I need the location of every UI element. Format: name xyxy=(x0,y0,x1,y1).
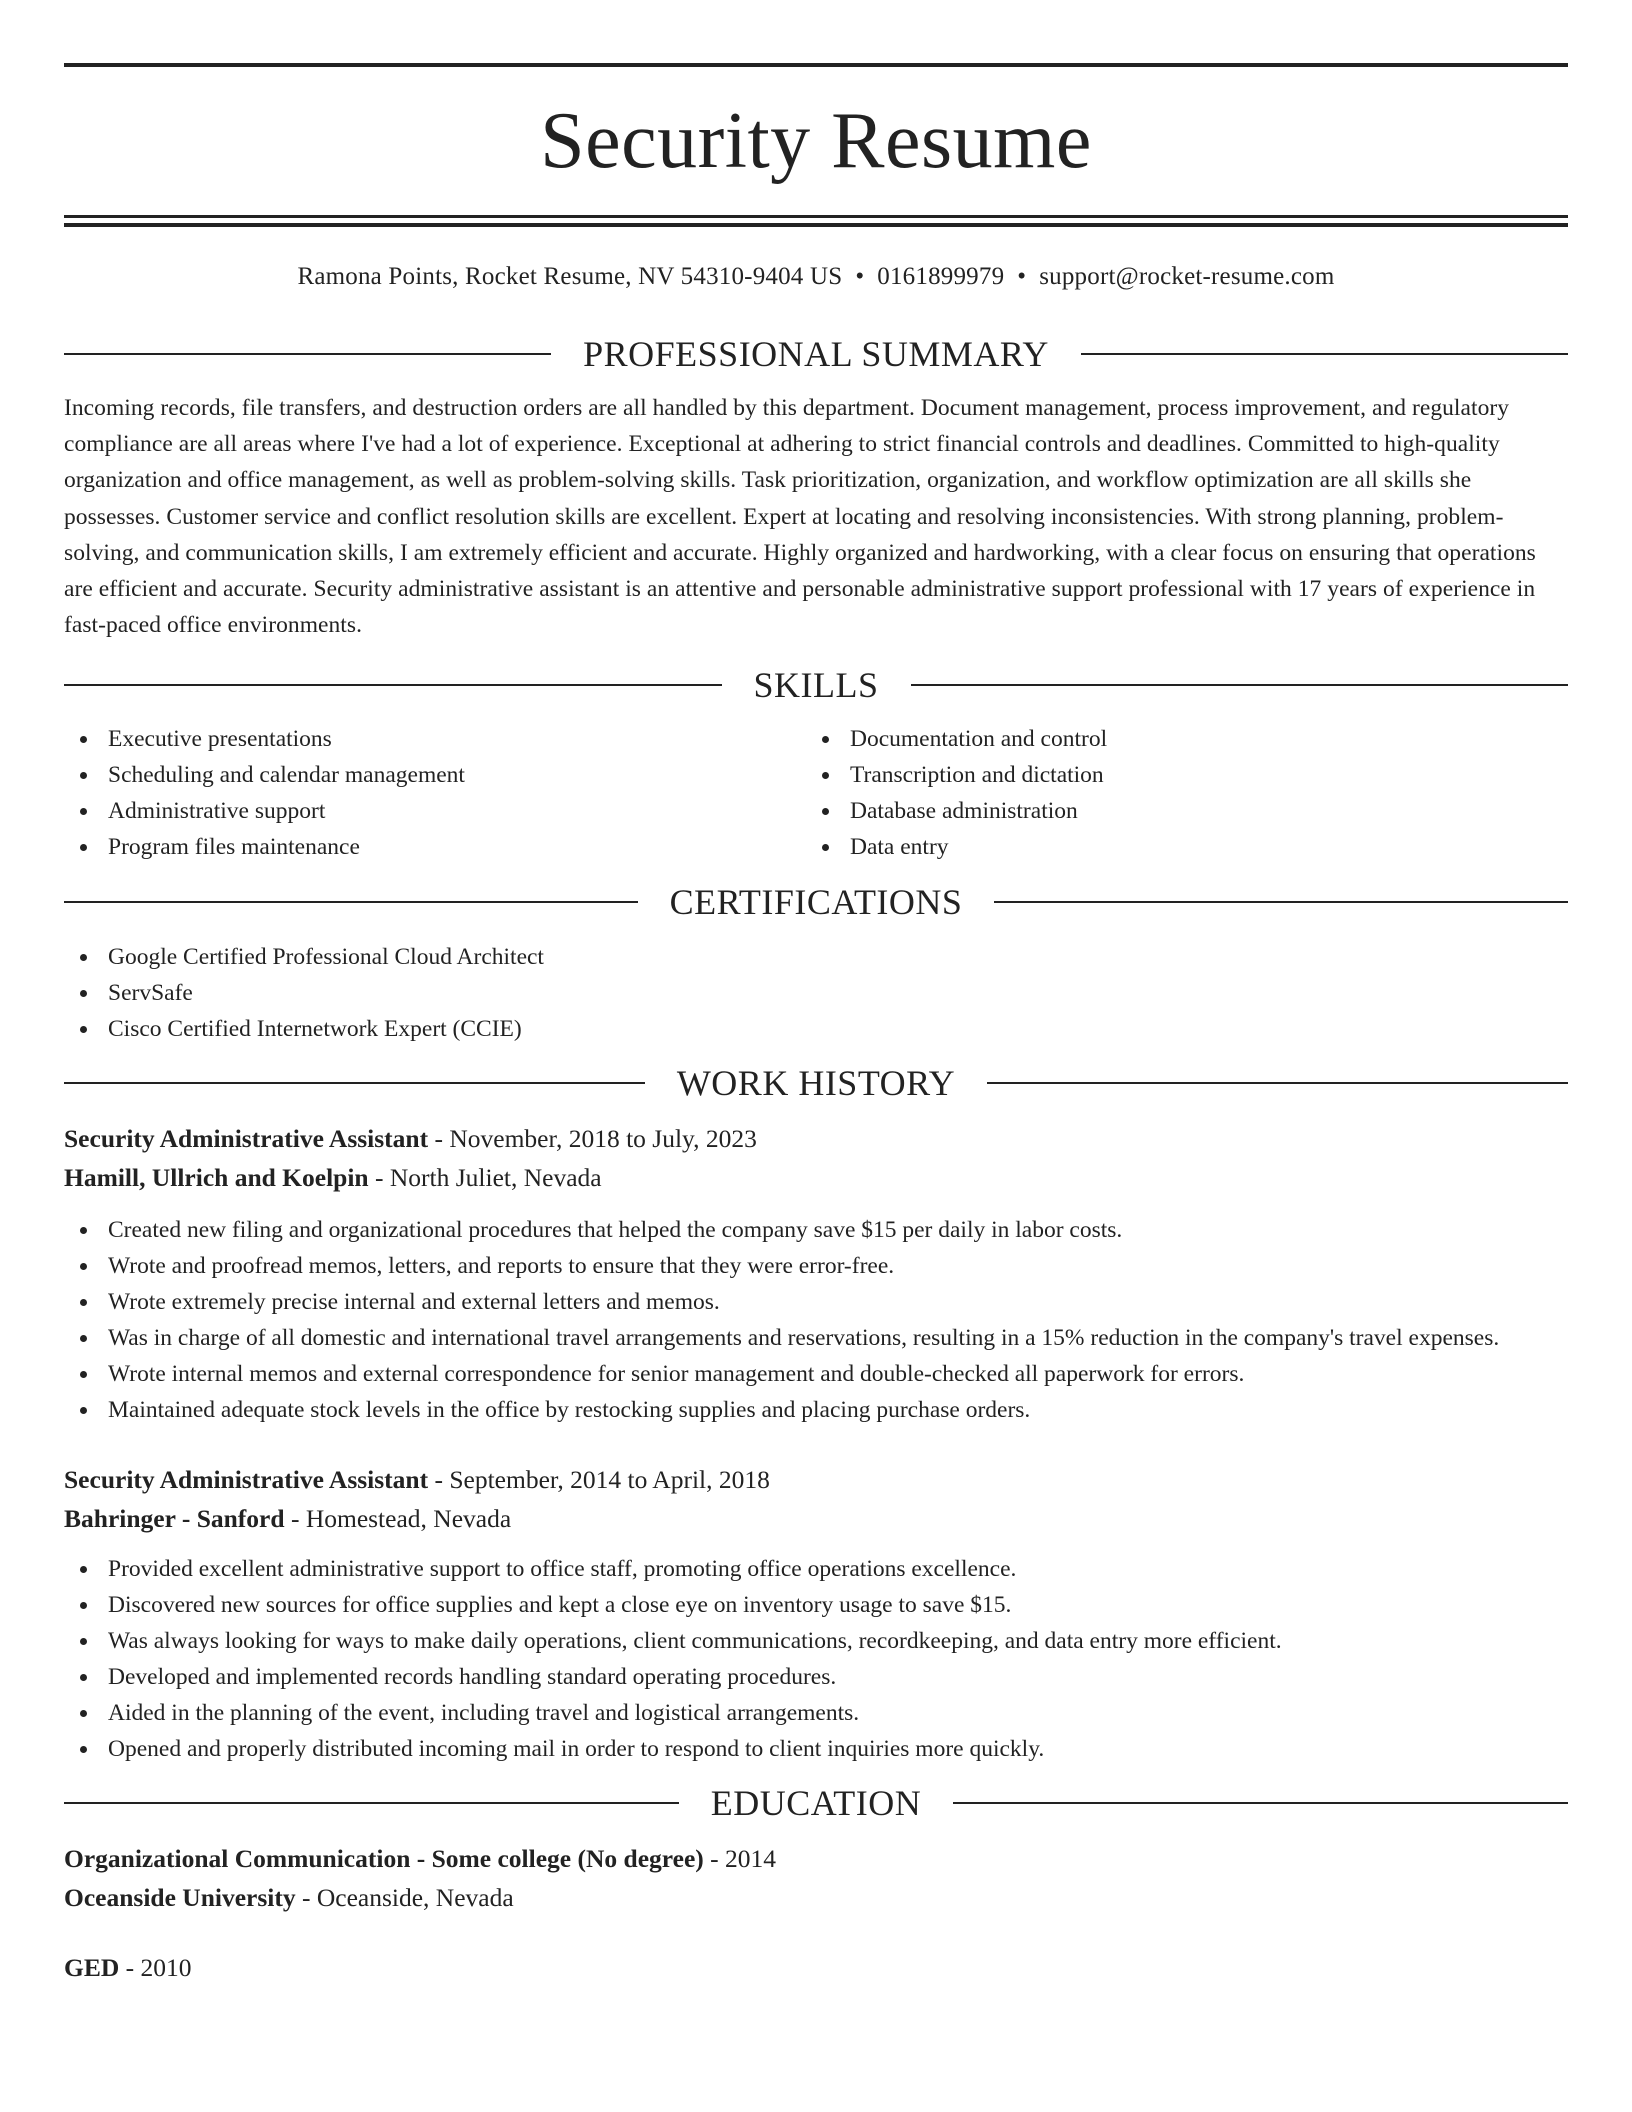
section-header-summary xyxy=(64,332,1568,376)
job-bullet: Wrote internal memos and external correspondence for senior management and double-checked all paperwork for errors. xyxy=(64,1356,1568,1392)
contact-address: Ramona Points, Rocket Resume, NV 54310-9404 US xyxy=(297,263,843,290)
education-degree: GED xyxy=(64,1953,120,1983)
education-year: 2014 xyxy=(725,1844,777,1874)
resume-page xyxy=(64,0,1568,1987)
skills-grid xyxy=(64,721,1568,865)
education-degree-line xyxy=(64,1839,1568,1878)
section-rule xyxy=(64,1082,645,1084)
skill-item: Executive presentations xyxy=(64,721,806,757)
job-bullet: Aided in the planning of the event, including travel and logistical arrangements. xyxy=(64,1695,1568,1731)
section-header-education xyxy=(64,1781,1568,1825)
contact-separator: • xyxy=(1017,263,1027,290)
job-bullet: Discovered new sources for office supplies and kept a close eye on inventory usage to save $15. xyxy=(64,1587,1568,1623)
section-rule xyxy=(64,353,551,355)
job-bullet: Wrote extremely precise internal and external letters and memos. xyxy=(64,1284,1568,1320)
skill-item: Data entry xyxy=(806,829,1548,865)
job-company-line xyxy=(64,1158,1568,1197)
section-rule xyxy=(911,684,1569,686)
education-degree-line xyxy=(64,1948,1568,1987)
certification-item: Cisco Certified Internetwork Expert (CCIE) xyxy=(64,1011,1568,1047)
education-school: Oceanside University xyxy=(64,1883,296,1913)
skills-column-left xyxy=(64,721,806,865)
job-entry xyxy=(64,1119,1568,1428)
resume-title: Security Resume xyxy=(540,97,1092,185)
certification-item: Google Certified Professional Cloud Architect xyxy=(64,939,1568,975)
section-title-work: WORK HISTORY xyxy=(676,1063,956,1104)
top-rule xyxy=(64,63,1568,67)
skill-item: Transcription and dictation xyxy=(806,757,1548,793)
education-entry xyxy=(64,1839,1568,1917)
contact-phone: 0161899979 xyxy=(877,263,1005,290)
job-title-line xyxy=(64,1460,1568,1499)
section-rule xyxy=(64,684,722,686)
skill-item: Scheduling and calendar management xyxy=(64,757,806,793)
section-rule xyxy=(1081,353,1568,355)
contact-email: support@rocket-resume.com xyxy=(1039,263,1335,290)
certification-list xyxy=(64,939,1568,1047)
job-bullet: Provided excellent administrative support to office staff, promoting office operations excellence. xyxy=(64,1551,1568,1587)
skill-item: Documentation and control xyxy=(806,721,1548,757)
skill-item: Database administration xyxy=(806,793,1548,829)
section-title-certifications: CERTIFICATIONS xyxy=(669,882,963,923)
section-title-summary: PROFESSIONAL SUMMARY xyxy=(583,334,1049,374)
job-bullet: Developed and implemented records handling standard operating procedures. xyxy=(64,1659,1568,1695)
section-header-work xyxy=(64,1061,1568,1105)
job-title-line xyxy=(64,1119,1568,1158)
job-bullet: Was always looking for ways to make daily operations, client communications, recordkeeping, and data entry more efficient. xyxy=(64,1623,1568,1659)
job-separator: - xyxy=(284,1504,306,1534)
education-separator: - xyxy=(295,1883,317,1913)
section-rule xyxy=(64,1802,679,1804)
job-title: Security Administrative Assistant xyxy=(64,1465,429,1495)
education-separator: - xyxy=(703,1844,726,1874)
job-location: Homestead, Nevada xyxy=(305,1504,512,1534)
job-separator: - xyxy=(428,1465,450,1495)
job-location: North Juliet, Nevada xyxy=(389,1163,602,1193)
job-company: Hamill, Ullrich and Koelpin xyxy=(64,1163,369,1193)
skill-item: Administrative support xyxy=(64,793,806,829)
education-school-line xyxy=(64,1878,1568,1917)
job-entry xyxy=(64,1460,1568,1767)
section-rule xyxy=(987,1082,1568,1084)
section-title-skills: SKILLS xyxy=(753,665,879,706)
job-separator: - xyxy=(368,1163,390,1193)
section-header-skills xyxy=(64,663,1568,707)
education-degree: Organizational Communication - Some college (No degree) xyxy=(64,1844,704,1874)
section-rule xyxy=(953,1802,1568,1804)
contact-line xyxy=(64,261,1568,293)
job-title: Security Administrative Assistant xyxy=(64,1124,429,1154)
certification-item: ServSafe xyxy=(64,975,1568,1011)
education-entry xyxy=(64,1948,1568,1987)
skill-item: Program files maintenance xyxy=(64,829,806,865)
contact-separator: • xyxy=(855,263,865,290)
section-header-certifications xyxy=(64,880,1568,924)
section-rule xyxy=(994,901,1568,903)
job-bullet: Maintained adequate stock levels in the office by restocking supplies and placing purchase orders. xyxy=(64,1392,1568,1428)
education-separator: - xyxy=(119,1953,141,1983)
job-dates: September, 2014 to April, 2018 xyxy=(449,1465,770,1495)
summary-text: Incoming records, file transfers, and destruction orders are all handled by this department. Document management, process improvement, and regulatory compliance are all areas where I've had a lot of experience. Exceptional at adhering to strict financial controls and deadlines. Committed to high-quality organization and office management, as well as problem-solving skills. Task prioritization, organization, and workflow optimization are all skills she possesses. Customer service and conflict resolution skills are excellent. Expert at locating and resolving inconsistencies. With strong planning, problem-solving, and communication skills, I am extremely efficient and accurate. Highly organized and hardworking, with a clear focus on ensuring that operations are efficient and accurate. Security administrative assistant is an attentive and personable administrative support professional with 17 years of experience in fast-paced office environments. xyxy=(64,395,1536,639)
job-bullet: Opened and properly distributed incoming mail in order to respond to client inquiries more quickly. xyxy=(64,1731,1568,1767)
job-company-line xyxy=(64,1499,1568,1538)
job-company: Bahringer - Sanford xyxy=(64,1504,285,1534)
title-double-rule xyxy=(64,215,1568,227)
job-dates: November, 2018 to July, 2023 xyxy=(449,1124,757,1154)
job-bullets xyxy=(64,1551,1568,1767)
education-year: 2010 xyxy=(140,1953,192,1983)
section-rule xyxy=(64,901,638,903)
job-bullets xyxy=(64,1212,1568,1428)
job-bullet: Wrote and proofread memos, letters, and reports to ensure that they were error-free. xyxy=(64,1248,1568,1284)
job-bullet: Was in charge of all domestic and international travel arrangements and reservations, resulting in a 15% reduction in the company's travel expenses. xyxy=(64,1320,1568,1356)
job-bullet: Created new filing and organizational procedures that helped the company save $15 per daily in labor costs. xyxy=(64,1212,1568,1248)
education-location: Oceanside, Nevada xyxy=(316,1883,514,1913)
skills-column-right xyxy=(806,721,1548,865)
section-title-education: EDUCATION xyxy=(710,1783,922,1824)
job-separator: - xyxy=(428,1124,450,1154)
